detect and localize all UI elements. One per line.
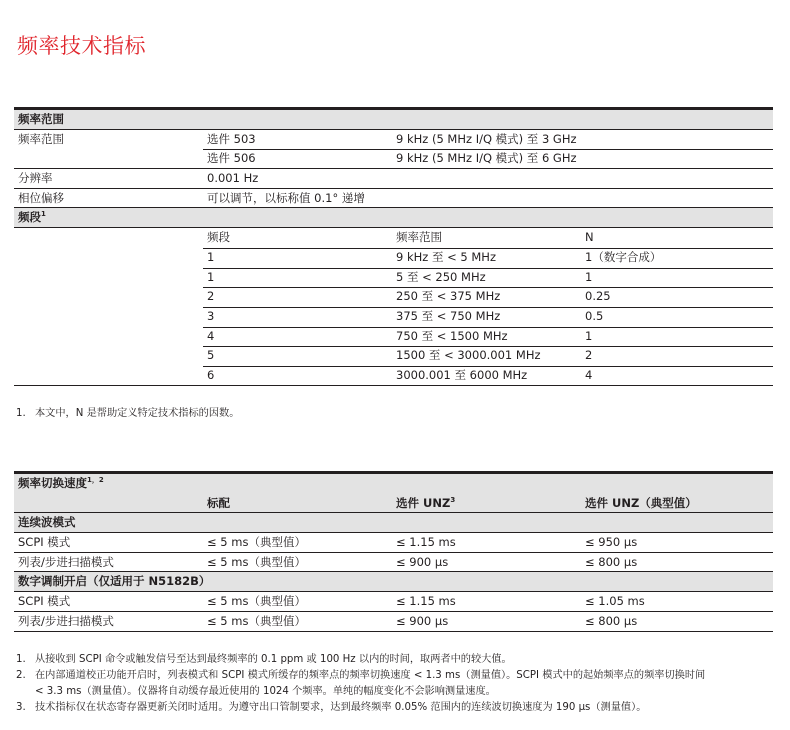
value-cell: ≤ 5 ms（典型值） — [207, 594, 306, 609]
row-label: SCPI 模式 — [18, 535, 71, 550]
footnote: 1. 本文中，N 是帮助定义特定技术指标的因数。 — [16, 408, 240, 419]
value-cell: ≤ 1.15 ms — [396, 594, 456, 609]
page-title: 频率技术指标 — [17, 34, 146, 58]
section-header-switching-speed — [14, 474, 773, 494]
table-row — [14, 553, 773, 573]
value-cell: ≤ 1.15 ms — [396, 535, 456, 550]
frequency-range-table — [14, 107, 773, 386]
switching-speed-table — [14, 471, 773, 632]
row-label: 列表/步进扫描模式 — [18, 554, 114, 569]
band-cell: 1 — [207, 249, 215, 264]
table-row — [14, 149, 773, 169]
n-cell: 0.25 — [585, 289, 611, 304]
footnote: 2. 在内部通道校正功能开启时，列表模式和 SCPI 模式所缓存的频率点的频率切换速度 < 1.3 ms（测量值）。SCPI 模式中的起始频率点的频率切换时间 < 3.3 ms（测量值）。仪器将自动缓存最近使用的 1024 个频率。单纯的幅度变化不会影响测量速度。 — [16, 670, 706, 697]
band-cell: 4 — [207, 328, 215, 343]
range-cell: 250 至 < 375 MHz — [396, 289, 501, 304]
n-cell: 2 — [585, 348, 593, 363]
option-cell: 选件 506 — [207, 151, 256, 166]
section-header-bands — [14, 208, 773, 228]
value-cell: ≤ 800 μs — [585, 554, 638, 569]
table-row — [14, 169, 773, 189]
row-label: 频率范围 — [18, 131, 64, 146]
range-cell: 3000.001 至 6000 MHz — [396, 367, 528, 382]
value-cell: ≤ 5 ms（典型值） — [207, 613, 306, 628]
footnote: 1. 从接收到 SCPI 命令或触发信号至达到最终频率的 0.1 ppm 或 100 Hz 以内的时间，取两者中的较大值。 — [16, 654, 512, 665]
table-row — [14, 248, 773, 268]
column-header: 频段 — [207, 230, 230, 245]
band-cell: 6 — [207, 367, 215, 382]
section-title: 数字调制开启（仅适用于 N5182B） — [18, 574, 211, 589]
option-cell: 选件 503 — [207, 131, 256, 146]
range-cell: 5 至 < 250 MHz — [396, 269, 486, 284]
footnote: 3. 技术指标仅在状态寄存器更新关闭时适用。为遵守出口管制要求，达到最终频率 0.05% 范围内的连续波切换速度为 190 μs（测量值）。 — [16, 702, 647, 713]
column-header: 选件 UNZ$^3$ — [396, 495, 456, 510]
band-cell: 5 — [207, 348, 215, 363]
value-cell: 9 kHz (5 MHz I/Q 模式) 至 6 GHz — [396, 151, 577, 166]
range-cell: 750 至 < 1500 MHz — [396, 328, 508, 343]
table-row — [14, 533, 773, 553]
table-row — [14, 592, 773, 612]
column-header: N — [585, 230, 594, 245]
n-cell: 1（数字合成） — [585, 249, 662, 264]
table-row — [14, 346, 773, 366]
n-cell: 0.5 — [585, 308, 604, 323]
table-row — [14, 130, 773, 150]
column-header: 频率范围 — [396, 230, 442, 245]
footnotes-table2 — [14, 652, 776, 716]
value-cell: ≤ 5 ms（典型值） — [207, 554, 306, 569]
range-cell: 1500 至 < 3000.001 MHz — [396, 348, 541, 363]
section-title: 频段$^1$ — [18, 210, 46, 225]
section-title: 频率切换速度$^{1,2}$ — [18, 476, 104, 490]
value-cell: ≤ 950 μs — [585, 535, 638, 550]
range-cell: 375 至 < 750 MHz — [396, 308, 501, 323]
value-cell: ≤ 900 μs — [396, 554, 449, 569]
band-cell: 2 — [207, 289, 215, 304]
row-label: 分辨率 — [18, 171, 53, 186]
band-cell: 1 — [207, 269, 215, 284]
n-cell: 1 — [585, 328, 593, 343]
table-row — [14, 287, 773, 307]
value-cell: 9 kHz (5 MHz I/Q 模式) 至 3 GHz — [396, 131, 577, 146]
value-cell: ≤ 5 ms（典型值） — [207, 535, 306, 550]
n-cell: 4 — [585, 367, 593, 382]
value-cell: ≤ 800 μs — [585, 613, 638, 628]
range-cell: 9 kHz 至 < 5 MHz — [396, 249, 496, 264]
row-label: 列表/步进扫描模式 — [18, 613, 114, 628]
section-title: 连续波模式 — [18, 515, 76, 530]
n-cell: 1 — [585, 269, 593, 284]
value-cell: 0.001 Hz — [207, 171, 259, 186]
row-label: SCPI 模式 — [18, 594, 71, 609]
section-title: 频率范围 — [18, 112, 64, 126]
table-row — [14, 366, 773, 386]
table-row — [14, 612, 773, 632]
column-header: 标配 — [207, 495, 230, 510]
value-cell: ≤ 900 μs — [396, 613, 449, 628]
band-cell: 3 — [207, 308, 215, 323]
section-header-digital-modulation — [14, 572, 773, 592]
footnotes-table1 — [14, 406, 776, 422]
value-cell: 可以调节，以标称值 0.1° 递增 — [207, 190, 365, 205]
section-header-cw-mode — [14, 513, 773, 533]
table-row — [14, 189, 773, 209]
table-row — [14, 268, 773, 288]
value-cell: ≤ 1.05 ms — [585, 594, 645, 609]
column-header: 选件 UNZ（典型值） — [585, 495, 697, 510]
table-header-row — [14, 228, 773, 248]
table-row — [14, 327, 773, 347]
table-header-row — [14, 494, 773, 514]
row-label: 相位偏移 — [18, 190, 64, 205]
table-row — [14, 307, 773, 327]
section-header-frequency-range — [14, 110, 773, 130]
